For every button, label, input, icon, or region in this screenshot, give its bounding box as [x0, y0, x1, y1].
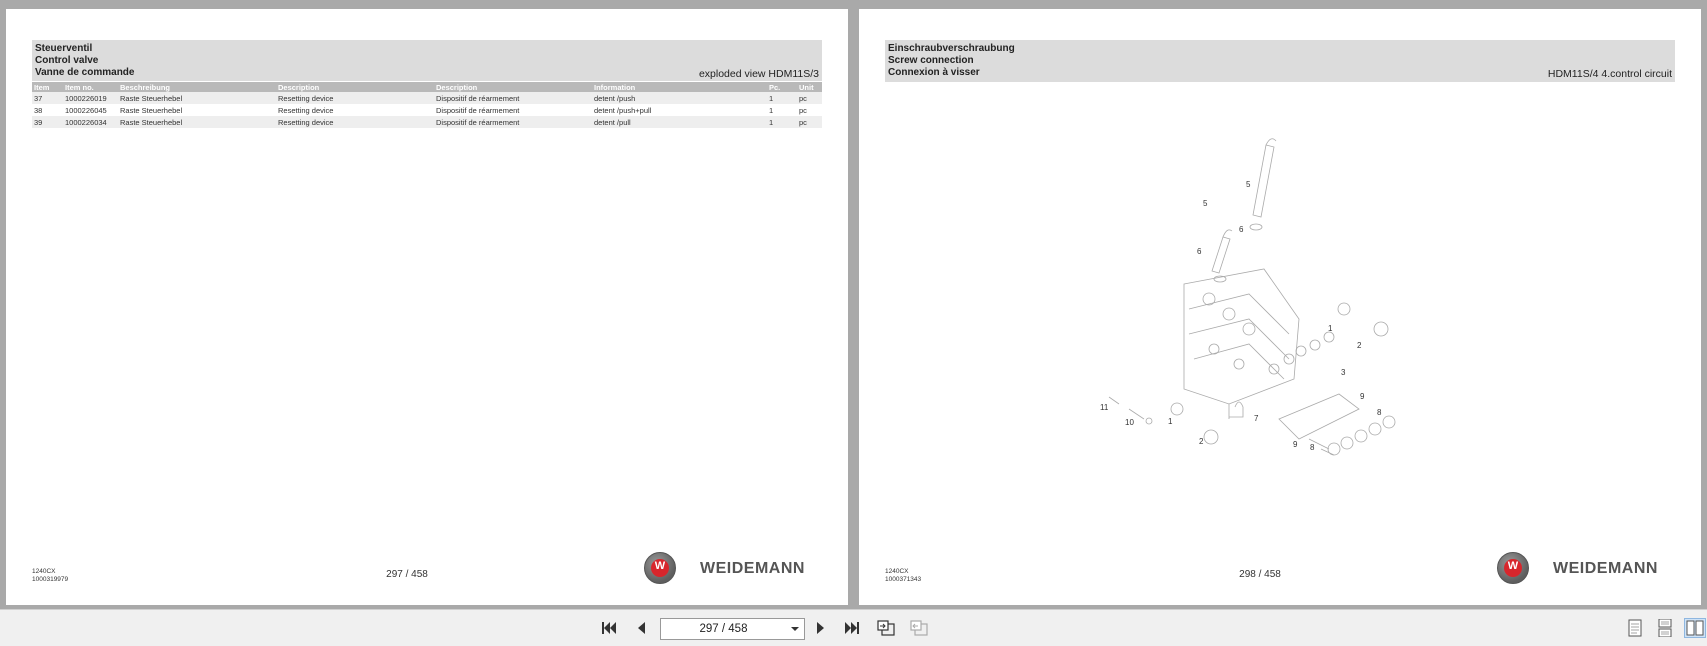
cell-beschreibung: Raste Steuerhebel — [118, 92, 276, 104]
callout-5b: 5 — [1246, 180, 1251, 189]
left-catalog-page — [6, 9, 848, 605]
next-page-button[interactable] — [810, 618, 832, 638]
right-reference: HDM11S/4 4.control circuit — [1547, 68, 1672, 80]
col-item-no: Item no. — [63, 82, 118, 92]
left-title-english: Control valve — [35, 55, 99, 66]
exploded-view-diagram — [1089, 119, 1419, 509]
previous-page-icon — [634, 620, 648, 636]
col-item: Item — [32, 82, 63, 92]
cell-description-fr: Dispositif de réarmement — [434, 116, 592, 128]
callout-2a: 2 — [1357, 341, 1362, 350]
cell-description-fr: Dispositif de réarmement — [434, 104, 592, 116]
lever-right — [1253, 145, 1274, 217]
callout-1b: 1 — [1168, 417, 1173, 426]
two-page-view-icon — [1686, 620, 1704, 636]
callout-8a: 8 — [1377, 408, 1382, 417]
table-row — [32, 116, 822, 128]
cell-unit: pc — [797, 116, 822, 128]
callout-5a: 5 — [1203, 199, 1208, 208]
callout-11: 11 — [1100, 403, 1109, 412]
weidemann-logo-icon — [1497, 552, 1529, 584]
viewer-toolbar — [0, 609, 1707, 646]
cell-item-no: 1000226019 — [63, 92, 118, 104]
table-row — [32, 92, 822, 104]
left-page-header — [32, 40, 822, 81]
cell-description-en: Resetting device — [276, 104, 434, 116]
lever-left — [1212, 237, 1230, 273]
previous-page-button[interactable] — [630, 618, 652, 638]
left-title-german: Steuerventil — [35, 43, 93, 54]
callout-3: 3 — [1341, 368, 1346, 377]
cell-pc: 1 — [767, 92, 797, 104]
callout-9a: 9 — [1360, 392, 1365, 401]
right-catalog-page — [859, 9, 1701, 605]
cell-pc: 1 — [767, 116, 797, 128]
left-title-french: Vanne de commande — [35, 67, 135, 78]
right-title-german: Einschraubverschraubung — [888, 43, 1015, 54]
two-page-view-button[interactable] — [1684, 618, 1706, 638]
go-back-icon — [876, 619, 896, 637]
cell-item-no: 1000226045 — [63, 104, 118, 116]
model-code: 1240CX — [32, 568, 56, 575]
model-code: 1240CX — [885, 568, 909, 575]
cell-pc: 1 — [767, 104, 797, 116]
next-page-icon — [814, 620, 828, 636]
cell-item: 39 — [32, 116, 63, 128]
cell-information: detent /pull — [592, 116, 767, 128]
page-number-field[interactable] — [660, 618, 805, 640]
single-page-view-icon — [1627, 619, 1643, 637]
col-description-en: Description — [276, 82, 434, 92]
col-description-fr: Description — [434, 82, 592, 92]
first-page-button[interactable] — [598, 618, 620, 638]
go-forward-button[interactable] — [908, 618, 930, 638]
cell-item: 37 — [32, 92, 63, 104]
cell-unit: pc — [797, 92, 822, 104]
last-page-icon — [843, 620, 861, 636]
callout-10: 10 — [1125, 418, 1134, 427]
callout-9b: 9 — [1293, 440, 1298, 449]
logo-letter: W — [1507, 560, 1519, 572]
callout-6b: 6 — [1197, 247, 1202, 256]
single-page-view-button[interactable] — [1624, 618, 1646, 638]
logo-letter: W — [654, 560, 666, 572]
weidemann-logo-icon — [644, 552, 676, 584]
cell-item: 38 — [32, 104, 63, 116]
callout-2b: 2 — [1199, 437, 1204, 446]
right-page-header — [885, 40, 1675, 82]
go-forward-icon — [909, 619, 929, 637]
brand-wordmark: WEIDEMANN — [1553, 560, 1658, 577]
left-reference: exploded view HDM11S/3 — [698, 68, 819, 80]
cell-information: detent /push+pull — [592, 104, 767, 116]
col-unit: Unit — [797, 82, 822, 92]
table-row — [32, 104, 822, 116]
callout-7: 7 — [1254, 414, 1259, 423]
cell-beschreibung: Raste Steuerhebel — [118, 116, 276, 128]
col-beschreibung: Beschreibung — [118, 82, 276, 92]
continuous-view-button[interactable] — [1654, 618, 1676, 638]
document-number: 1000319979 — [32, 576, 69, 583]
right-title-french: Connexion à visser — [888, 67, 980, 78]
cell-unit: pc — [797, 104, 822, 116]
callout-8b: 8 — [1310, 443, 1315, 452]
callout-6a: 6 — [1239, 225, 1244, 234]
page-number-input[interactable] — [661, 619, 786, 639]
first-page-icon — [600, 620, 618, 636]
cell-beschreibung: Raste Steuerhebel — [118, 104, 276, 116]
right-title-english: Screw connection — [888, 55, 974, 66]
parts-table — [32, 82, 822, 128]
go-back-button[interactable] — [875, 618, 897, 638]
callout-1a: 1 — [1328, 324, 1333, 333]
col-information: Information — [592, 82, 767, 92]
right-page-number: 298 / 458 — [1239, 569, 1281, 580]
cell-description-en: Resetting device — [276, 92, 434, 104]
cell-description-en: Resetting device — [276, 116, 434, 128]
table-header-row — [32, 82, 822, 92]
document-number: 1000371343 — [885, 576, 922, 583]
continuous-view-icon — [1657, 619, 1673, 637]
col-pc: Pc. — [767, 82, 797, 92]
cell-description-fr: Dispositif de réarmement — [434, 92, 592, 104]
brand-wordmark: WEIDEMANN — [700, 560, 805, 577]
last-page-button[interactable] — [841, 618, 863, 638]
left-page-number: 297 / 458 — [386, 569, 428, 580]
cell-information: detent /push — [592, 92, 767, 104]
chevron-down-icon[interactable] — [789, 624, 801, 634]
cell-item-no: 1000226034 — [63, 116, 118, 128]
valve-block — [1184, 269, 1299, 404]
